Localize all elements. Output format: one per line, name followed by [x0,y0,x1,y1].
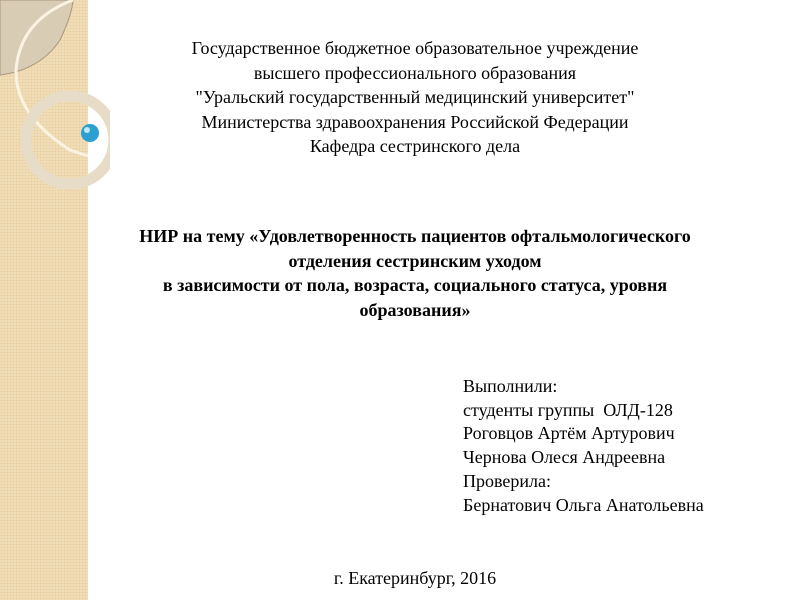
authors-line: Роговцов Артём Артурович [463,423,675,444]
research-title [80,224,750,322]
header-line: Министерства здравоохранения Российской Федерации [201,111,629,132]
header-line: Государственное бюджетное образовательное учреждение [191,38,639,58]
authors-line: Чернова Олеся Андреевна [463,447,666,468]
title-line: образования» [359,299,471,320]
authors-line: студенты группы ОЛД-128 [463,399,673,420]
institution-header [100,36,730,159]
authors-line: Проверила: [463,470,551,491]
authors-line: Бернатович Ольга Анатольевна [463,494,704,515]
authors-line: Выполнили: [463,376,558,396]
title-line: НИР на тему «Удовлетворенность пациентов офтальмологического [139,226,691,246]
header-line: высшего профессионального образования [253,62,577,83]
header-line: "Уральский государственный медицинский университет" [195,87,635,107]
city-year: г. Екатеринбург, 2016 [333,568,497,588]
decorative-rings [0,0,110,260]
header-line: Кафедра сестринского дела [309,136,521,156]
authors-block [463,375,704,517]
title-line: в зависимости от пола, возраста, социального статуса, уровня [162,275,668,295]
blue-bead-icon [81,124,99,142]
title-line: отделения сестринским уходом [288,250,542,271]
